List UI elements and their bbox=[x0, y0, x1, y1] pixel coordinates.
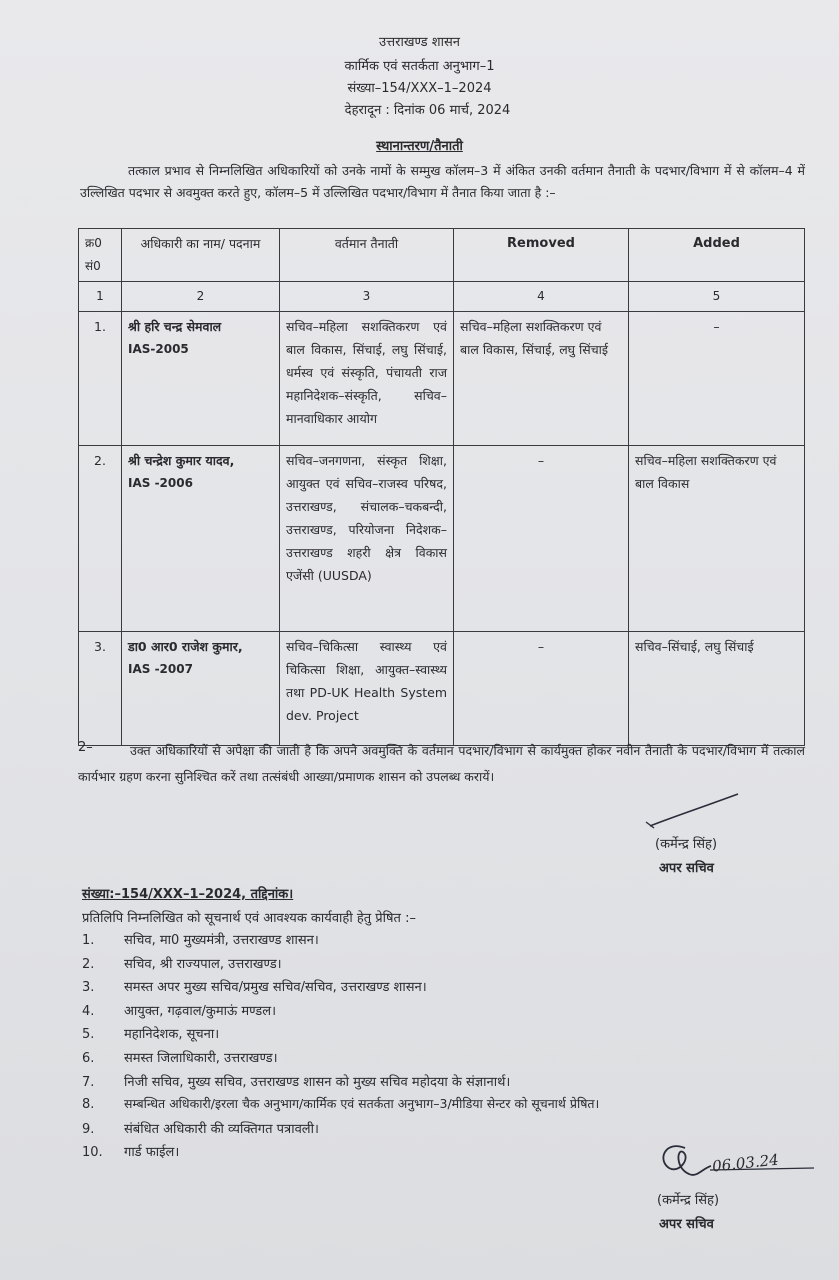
table-row bbox=[79, 446, 805, 632]
signatory-name: (कर्मेन्द्र सिंह) bbox=[655, 837, 718, 852]
copy-reference: संख्या:–154/XXX–1–2024, तद्दिनांक। bbox=[82, 887, 294, 902]
list-item: 4. आयुक्त, गढ़वाल/कुमाऊं मण्डल। bbox=[82, 1003, 277, 1019]
header-added: Added bbox=[629, 229, 805, 282]
col-number: 3 bbox=[280, 282, 454, 312]
list-item: 9. संबंधित अधिकारी की व्यक्तिगत पत्रावली। bbox=[82, 1121, 319, 1137]
col-number: 2 bbox=[122, 282, 280, 312]
place-date: देहरादून : दिनांक 06 मार्च, 2024 bbox=[344, 103, 511, 118]
para2: उक्त अधिकारियों से अपेक्षा की जाती है कि अपने अवमुक्ति के वर्तमान पदभार/विभाग से कार्यमुक्त होकर नवीन तैनाती के पदभार/विभाग में तत्काल कार्यभार ग्रहण करना सुनिश्चित करें तथा तत्संबंधी आख्या/प्रमाणक शासन को उपलब्ध करायें। bbox=[78, 743, 805, 784]
header-current-posting: वर्तमान तैनाती bbox=[280, 229, 454, 282]
removed-posting: – bbox=[454, 446, 629, 632]
header-removed: Removed bbox=[454, 229, 629, 282]
subject: स्थानान्तरण/तैनाती bbox=[376, 139, 463, 154]
para2-number: 2– bbox=[78, 740, 93, 755]
officer-batch: IAS -2007 bbox=[128, 662, 193, 676]
serial-number: 2. bbox=[79, 446, 122, 632]
list-item: 10. गार्ड फाईल। bbox=[82, 1145, 180, 1161]
removed-posting: – bbox=[454, 632, 629, 746]
removed-posting: सचिव–महिला सशक्तिकरण एवं बाल विकास, सिंचाई, लघु सिंचाई bbox=[454, 312, 629, 446]
signatory-designation: अपर सचिव bbox=[659, 861, 714, 876]
list-item: 7. निजी सचिव, मुख्य सचिव, उत्तराखण्ड शासन को मुख्य सचिव महोदया के संज्ञानार्थ। bbox=[82, 1074, 511, 1090]
table-row bbox=[79, 632, 805, 746]
header-officer: अधिकारी का नाम/ पदनाम bbox=[122, 229, 280, 282]
list-item: 1. सचिव, मा0 मुख्यमंत्री, उत्तराखण्ड शासन। bbox=[82, 933, 319, 948]
officer-name: श्री हरि चन्द्र सेमवाल bbox=[128, 319, 222, 334]
table-row bbox=[79, 312, 805, 446]
signature-date: 06.03.24 bbox=[711, 1150, 780, 1176]
header-serial: क्र0 सं0 bbox=[79, 229, 122, 282]
signatory-name: (कर्मेन्द्र सिंह) bbox=[657, 1193, 720, 1208]
intro-paragraph: तत्काल प्रभाव से निम्नलिखित अधिकारियों को उनके नामों के सम्मुख कॉलम–3 में अंकित उनकी वर्तमान तैनाती के पदभार/विभाग में से कॉलम–4 में उल्लिखित पदभार से अवमुक्त करते हुए, कॉलम–5 में उल्लिखित पदभार/विभाग में तैनात किया जाता है :– bbox=[80, 163, 805, 200]
current-posting: सचिव–चिकित्सा स्वास्थ्य एवं चिकित्सा शिक्षा, आयुक्त–स्वास्थ्य तथा PD-UK Health System dev. Project bbox=[280, 632, 454, 746]
serial-number: 3. bbox=[79, 632, 122, 746]
officer-batch: IAS-2005 bbox=[128, 342, 189, 356]
list-item: 5. महानिदेशक, सूचना। bbox=[82, 1027, 220, 1043]
signature-mark bbox=[640, 790, 750, 830]
added-posting: – bbox=[629, 312, 805, 446]
officer-batch: IAS -2006 bbox=[128, 476, 193, 490]
transfer-table bbox=[78, 228, 805, 746]
col-number: 5 bbox=[629, 282, 805, 312]
serial-number: 1. bbox=[79, 312, 122, 446]
officer-name: डा0 आर0 राजेश कुमार, bbox=[128, 639, 243, 654]
officer-cell bbox=[122, 446, 280, 632]
column-number-row bbox=[79, 282, 805, 312]
col-number: 4 bbox=[454, 282, 629, 312]
list-item: 6. समस्त जिलाधिकारी, उत्तराखण्ड। bbox=[82, 1050, 278, 1066]
govt-name: उत्तराखण्ड शासन bbox=[379, 35, 460, 50]
signature-underline bbox=[708, 1166, 818, 1174]
list-item: 2. सचिव, श्री राज्यपाल, उत्तराखण्ड। bbox=[82, 956, 282, 972]
signature-mark bbox=[655, 1138, 715, 1182]
table-header-row bbox=[79, 229, 805, 282]
col-number: 1 bbox=[79, 282, 122, 312]
reference-number: संख्या–154/XXX–1–2024 bbox=[347, 81, 492, 96]
signatory-designation: अपर सचिव bbox=[659, 1217, 714, 1232]
department-name: कार्मिक एवं सतर्कता अनुभाग–1 bbox=[344, 59, 495, 74]
copy-intro: प्रतिलिपि निम्नलिखित को सूचनार्थ एवं आवश्यक कार्यवाही हेतु प्रेषित :– bbox=[82, 911, 416, 926]
added-posting: सचिव–सिंचाई, लघु सिंचाई bbox=[629, 632, 805, 746]
added-posting: सचिव–महिला सशक्तिकरण एवं बाल विकास bbox=[629, 446, 805, 632]
officer-name: श्री चन्द्रेश कुमार यादव, bbox=[128, 453, 235, 468]
list-item: 8. सम्बन्धित अधिकारी/इरला चैक अनुभाग/कार्मिक एवं सतर्कता अनुभाग–3/मीडिया सेन्टर को सूचनार्थ प्रेषित। bbox=[82, 1096, 600, 1113]
officer-cell bbox=[122, 632, 280, 746]
current-posting: सचिव–जनगणना, संस्कृत शिक्षा, आयुक्त एवं सचिव–राजस्व परिषद, उत्तराखण्ड, संचालक–चकबन्दी, उत्तराखण्ड, परियोजना निदेशक–उत्तराखण्ड शहरी क्षेत्र विकास एजेंसी (UUSDA) bbox=[280, 446, 454, 632]
officer-cell bbox=[122, 312, 280, 446]
current-posting: सचिव–महिला सशक्तिकरण एवं बाल विकास, सिंचाई, लघु सिंचाई, धर्मस्व एवं संस्कृति, पंचायती राज महानिदेशक–संस्कृति, सचिव–मानवाधिकार आयोग bbox=[280, 312, 454, 446]
list-item: 3. समस्त अपर मुख्य सचिव/प्रमुख सचिव/सचिव, उत्तराखण्ड शासन। bbox=[82, 980, 427, 996]
copy-list bbox=[82, 930, 599, 1166]
